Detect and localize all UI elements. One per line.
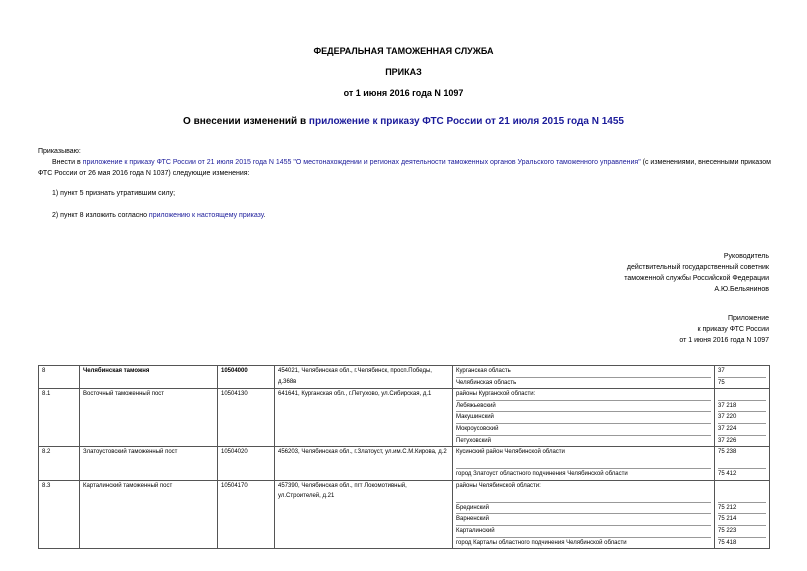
table-row <box>39 480 770 548</box>
okato-code: 37 218 <box>718 400 766 412</box>
okato-code: 37 224 <box>718 423 766 435</box>
agency-title: ФЕДЕРАЛЬНАЯ ТАМОЖЕННАЯ СЛУЖБА <box>313 46 494 56</box>
okato-code: 37 226 <box>718 435 766 447</box>
okato-code: 75 412 <box>718 468 766 480</box>
cell-num: 8 <box>39 366 80 389</box>
main-suffix: (с изменениями, внесенными приказом ФТС России от 26 мая 2016 года N 1037) следующие изменения: <box>38 159 771 177</box>
signature-rank: действительный государственный советник <box>626 264 769 271</box>
signature-service: таможенной службы Российской Федерации <box>624 275 769 282</box>
cell-name: Восточный таможенный пост <box>80 389 218 447</box>
okato-code <box>718 389 766 400</box>
main-prefix: Внести в <box>52 159 83 166</box>
cell-code: 10504170 <box>218 480 275 548</box>
signature-block <box>624 251 769 295</box>
region-item: Челябинская область <box>456 377 711 389</box>
appendix-table <box>38 365 770 549</box>
region-item: Лебяжьевский <box>456 400 711 412</box>
region-item: районы Челябинской области: <box>456 482 541 489</box>
cell-address: 641641, Курганская обл., г.Петухово, ул.Сибирская, д.1 <box>275 389 453 447</box>
region-item: Петуховский <box>456 435 711 447</box>
region-item: районы Курганской области: <box>456 391 536 398</box>
appendix-title: Приложение <box>727 315 769 322</box>
item2-link[interactable]: приложению к настоящему приказу <box>148 212 264 219</box>
subject-prefix: О внесении изменений в <box>183 116 309 127</box>
item2-suffix: . <box>263 212 266 219</box>
okato-code: 37 <box>718 368 725 374</box>
region-item: город Златоуст областного подчинения Челябинской области <box>456 468 711 480</box>
okato-code: 75 223 <box>718 525 766 537</box>
cell-regions <box>453 389 715 447</box>
cell-num: 8.3 <box>39 480 80 548</box>
cell-address: 456203, Челябинская обл., г.Златоуст, ул.им.С.М.Кирова, д.2 <box>275 447 453 481</box>
item2-prefix: 2) пункт 8 изложить согласно <box>52 212 149 219</box>
appendix-ref: к приказу ФТС России <box>697 326 769 333</box>
appendix-date: от 1 июня 2016 года N 1097 <box>679 337 769 344</box>
signature-name: А.Ю.Бельянинов <box>714 286 769 293</box>
cell-address: 454021, Челябинская обл., г.Челябинск, просп.Победы, д.368в <box>275 366 453 389</box>
table-row <box>39 389 770 447</box>
table-row <box>39 366 770 389</box>
okato-code: 75 214 <box>718 513 766 525</box>
cell-code: 10504020 <box>218 447 275 481</box>
region-item: Брединский <box>456 502 711 514</box>
okato-code: 75 <box>718 377 766 389</box>
cell-regions <box>453 447 715 481</box>
item-1: 1) пункт 5 признать утратившим силу; <box>52 190 176 197</box>
cell-code: 10504000 <box>218 366 275 389</box>
okato-code <box>718 481 766 502</box>
cell-regions <box>453 366 715 389</box>
cell-codes <box>715 480 770 548</box>
region-item: Кусинский район Челябинской области <box>456 449 565 456</box>
cell-name: Златоустовский таможенный пост <box>80 447 218 481</box>
signature-title: Руководитель <box>723 253 769 260</box>
okato-code: 75 418 <box>718 537 766 549</box>
main-paragraph <box>38 157 778 179</box>
item-2 <box>52 210 792 221</box>
doc-date: от 1 июня 2016 года N 1097 <box>343 88 464 98</box>
cell-codes <box>715 447 770 481</box>
table-row <box>39 447 770 481</box>
subject-link[interactable]: приложение к приказу ФТС России от 21 июля 2015 года N 1455 <box>308 116 624 127</box>
cell-name: Карталинский таможенный пост <box>80 480 218 548</box>
cell-address: 457390, Челябинская обл., пгт Локомотивный, ул.Строителей, д.21 <box>275 480 453 548</box>
okato-code: 75 212 <box>718 502 766 514</box>
cell-regions <box>453 480 715 548</box>
appendix-header <box>679 313 769 346</box>
region-item: город Карталы областного подчинения Челябинской области <box>456 537 711 549</box>
main-link[interactable]: приложение к приказу ФТС России от 21 июля 2015 года N 1455 "О местонахождении и регионах деятельности таможенных органов Уральского таможенного управления" <box>82 159 641 166</box>
region-item: Мокроусовский <box>456 423 711 435</box>
cell-name: Челябинская таможня <box>80 366 218 389</box>
cell-num: 8.1 <box>39 389 80 447</box>
cell-codes <box>715 366 770 389</box>
doc-subject <box>0 116 807 127</box>
cell-code: 10504130 <box>218 389 275 447</box>
region-item: Курганская область <box>456 368 511 374</box>
cell-num: 8.2 <box>39 447 80 481</box>
cell-codes <box>715 389 770 447</box>
okato-code: 75 238 <box>718 449 737 456</box>
intro-text: Приказываю: <box>38 148 81 155</box>
doc-type: ПРИКАЗ <box>385 67 422 77</box>
okato-code: 37 220 <box>718 411 766 423</box>
region-item: Варненский <box>456 513 711 525</box>
region-item: Макушинский <box>456 411 711 423</box>
region-item: Карталинский <box>456 525 711 537</box>
